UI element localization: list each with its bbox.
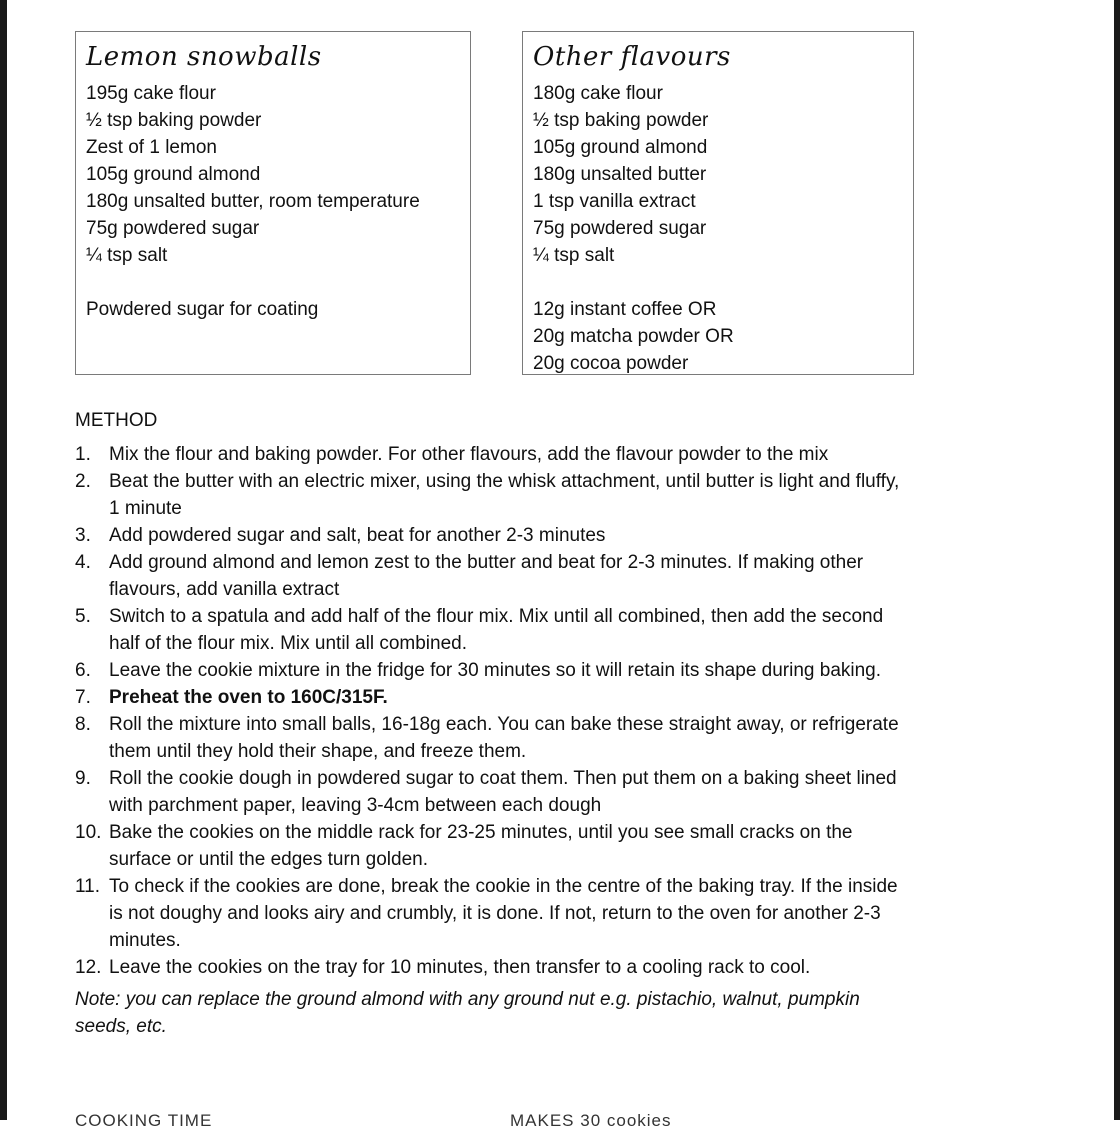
ingredient-item: ¼ tsp salt [533,245,615,266]
method-step [75,549,915,603]
step-text: Bake the cookies on the middle rack for 23-25 minutes, until you see small cracks on the surface or until the edges turn golden. [109,822,853,870]
step-text: Preheat the oven to 160C/315F. [109,687,388,708]
ingredient-item: 195g cake flour [86,83,216,104]
method-step [75,657,915,684]
step-number: 1. [75,444,91,465]
ingredient-item: ½ tsp baking powder [533,110,709,131]
other-flavours-title: Other flavours [533,42,731,72]
step-text: Roll the cookie dough in powdered sugar to coat them. Then put them on a baking sheet lined with parchment paper, leaving 3-4cm between each dough [109,768,897,816]
ingredient-item: 180g unsalted butter, room temperature [86,191,420,212]
step-number: 5. [75,606,91,627]
step-text: To check if the cookies are done, break the cookie in the centre of the baking tray. If the inside is not doughy and looks airy and crumbly, it is done. If not, return to the oven for another 2-3 minutes. [109,876,898,951]
method-step [75,522,915,549]
step-text: Add powdered sugar and salt, beat for another 2-3 minutes [109,525,606,546]
step-number: 6. [75,660,91,681]
method-steps [75,441,915,981]
step-text: Leave the cookies on the tray for 10 minutes, then transfer to a cooling rack to cool. [109,957,811,978]
step-number: 7. [75,687,91,708]
step-number: 10. [75,822,102,843]
ingredient-item: 105g ground almond [533,137,708,158]
cut-off-footer [75,1108,915,1130]
method-step [75,468,915,522]
step-text: Beat the butter with an electric mixer, using the whisk attachment, until butter is light and fluffy, 1 minute [109,471,900,519]
ingredient-item: ½ tsp baking powder [86,110,262,131]
method-step [75,819,915,873]
coating-item: Powdered sugar for coating [86,299,319,320]
ingredient-item: 105g ground almond [86,164,261,185]
step-number: 8. [75,714,91,735]
ingredient-item: 180g unsalted butter [533,164,707,185]
method-step [75,873,915,954]
method-section [75,407,915,1040]
other-ingredient-list [533,80,903,377]
step-number: 11. [75,876,101,897]
step-text: Leave the cookie mixture in the fridge for 30 minutes so it will retain its shape during baking. [109,660,882,681]
lemon-snowballs-title: Lemon snowballs [86,42,322,72]
cooking-time-label: COOKING TIME [75,1111,213,1130]
spacer [86,269,460,296]
step-text: Roll the mixture into small balls, 16-18g each. You can bake these straight away, or refrigerate them until they hold their shape, and freeze them. [109,714,899,762]
recipe-note: Note: you can replace the ground almond with any ground nut e.g. pistachio, walnut, pumpkin seeds, etc. [75,989,860,1037]
flavour-option: 20g matcha powder OR [533,326,734,347]
window-edge-right [1114,0,1120,1120]
step-number: 4. [75,552,91,573]
method-step [75,711,915,765]
method-step [75,603,915,657]
ingredient-item: 75g powdered sugar [86,218,260,239]
flavour-option: 12g instant coffee OR [533,299,717,320]
ingredient-item: ¼ tsp salt [86,245,168,266]
flavour-option: 20g cocoa powder [533,353,689,374]
lemon-snowballs-box [75,31,471,375]
step-number: 2. [75,471,91,492]
ingredient-item: 75g powdered sugar [533,218,707,239]
window-edge-left [0,0,7,1120]
lemon-ingredient-list [86,80,460,323]
spacer [533,269,903,296]
method-step [75,684,915,711]
makes-count-label: MAKES 30 cookies [510,1111,672,1130]
step-text: Add ground almond and lemon zest to the butter and beat for 2-3 minutes. If making other flavours, add vanilla extract [109,552,864,600]
step-text: Switch to a spatula and add half of the flour mix. Mix until all combined, then add the second half of the flour mix. Mix until all combined. [109,606,884,654]
method-step [75,765,915,819]
method-step [75,954,915,981]
ingredient-item: 180g cake flour [533,83,663,104]
ingredient-item: 1 tsp vanilla extract [533,191,696,212]
step-text: Mix the flour and baking powder. For other flavours, add the flavour powder to the mix [109,444,829,465]
step-number: 9. [75,768,91,789]
ingredient-item: Zest of 1 lemon [86,137,217,158]
step-number: 12. [75,957,102,978]
other-flavours-box [522,31,914,375]
step-number: 3. [75,525,91,546]
method-step [75,441,915,468]
method-heading: METHOD [75,410,158,431]
